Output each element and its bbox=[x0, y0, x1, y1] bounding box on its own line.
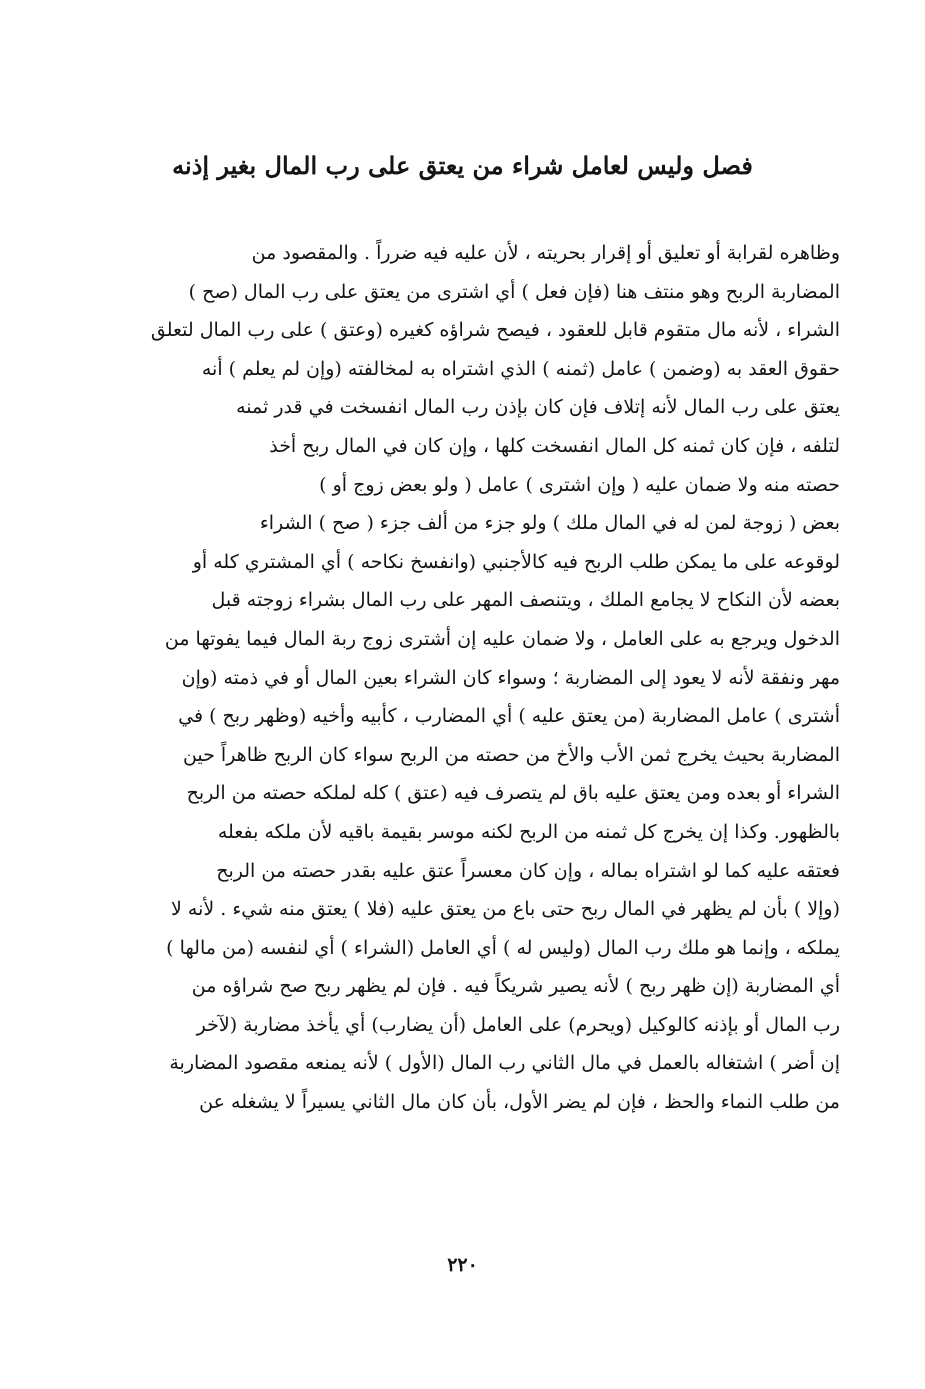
text-line: يعتق على رب المال لأنه إتلاف فإن كان بإذن رب المال انفسخت في قدر ثمنه bbox=[236, 396, 840, 419]
text-line: بعض ( زوجة لمن له في المال ملك ) ولو جزء من ألف جزء ( صح ) الشراء bbox=[259, 512, 840, 535]
text-line: بالظهور. وكذا إن يخرج كل ثمنه من الربح لكنه موسر بقيمة باقيه لأن ملكه بفعله bbox=[217, 820, 840, 843]
text-line: مهر ونفقة لأنه لا يعود إلى المضاربة ؛ وسواء كان الشراء بعين المال أو في ذمته (وإن bbox=[181, 666, 840, 689]
text-line: الدخول ويرجع به على العامل ، ولا ضمان عليه إن أشترى زوج ربة المال فيما يفوتها من bbox=[164, 627, 840, 650]
text-line: حقوق العقد به (وضمن ) عامل (ثمنه ) الذي اشتراه به لمخالفته (وإن لم يعلم ) أنه bbox=[201, 357, 840, 380]
text-line: أشترى ) عامل المضاربة (من يعتق عليه ) أي المضارب ، كأبيه وأخيه (وظهر ربح ) في bbox=[178, 705, 840, 728]
text-line: الشراء ، لأنه مال متقوم قابل للعقود ، فيصح شراؤه كغيره (وعتق ) على رب المال لتعلق bbox=[150, 319, 840, 342]
text-line: لتلفه ، فإن كان ثمنه كل المال انفسخت كلها ، وإن كان في المال ربح أخذ bbox=[269, 434, 840, 457]
section-heading: فصل وليس لعامل شراء من يعتق على رب المال بغير إذنه bbox=[172, 151, 753, 180]
page-number: ٢٢٠ bbox=[447, 1254, 478, 1276]
text-line: حصته منه ولا ضمان عليه ( وإن اشترى ) عامل ( ولو بعض زوج أو ) bbox=[319, 473, 840, 496]
text-line: من طلب النماء والحظ ، فإن لم يضر الأول، بأن كان مال الثاني يسيراً لا يشغله عن bbox=[199, 1091, 840, 1114]
text-line: المضاربة الربح وهو منتف هنا (فإن فعل ) أي اشترى من يعتق على رب المال (صح ) bbox=[188, 280, 840, 303]
text-line: فعتقه عليه كما لو اشتراه بماله ، وإن كان معسراً عتق عليه بقدر حصته من الربح bbox=[216, 859, 840, 882]
text-line: إن أضر ) اشتغاله بالعمل في مال الثاني رب المال (الأول ) لأنه يمنعه مقصود المضاربة bbox=[169, 1052, 840, 1075]
text-line: يملكه ، وإنما هو ملك رب المال (وليس له ) أي العامل (الشراء ) أي لنفسه (من مالها ) bbox=[166, 936, 840, 959]
body-text bbox=[118, 234, 840, 1214]
text-line: أي المضاربة (إن ظهر ربح ) لأنه يصير شريكاً فيه . فإن لم يظهر ربح صح شراؤه من bbox=[191, 975, 840, 998]
text-line: (وإلا ) بأن لم يظهر في المال ربح حتى باع من يعتق عليه (فلا ) يعتق منه شيء . لأنه لا bbox=[171, 898, 840, 921]
text-line: المضاربة بحيث يخرج ثمن الأب والأخ من حصته من الربح سواء كان الربح ظاهراً حين bbox=[182, 743, 840, 766]
text-line: بعضه لأن النكاح لا يجامع الملك ، ويتنصف المهر على رب المال بشراء زوجته قبل bbox=[211, 589, 840, 612]
text-line: رب المال أو بإذنه كالوكيل (ويحرم) على العامل (أن يضارب) أي يأخذ مضاربة (لآخر bbox=[196, 1013, 840, 1036]
text-line: وظاهره لقرابة أو تعليق أو إقرار بحريته ، لأن عليه فيه ضرراً . والمقصود من bbox=[251, 242, 840, 264]
text-line: الشراء أو بعده ومن يعتق عليه باق لم يتصرف فيه (عتق ) كله لملكه حصته من الربح bbox=[186, 782, 840, 805]
text-line: لوقوعه على ما يمكن طلب الربح فيه كالأجنبي (وانفسخ نكاحه ) أي المشتري كله أو bbox=[192, 550, 840, 573]
